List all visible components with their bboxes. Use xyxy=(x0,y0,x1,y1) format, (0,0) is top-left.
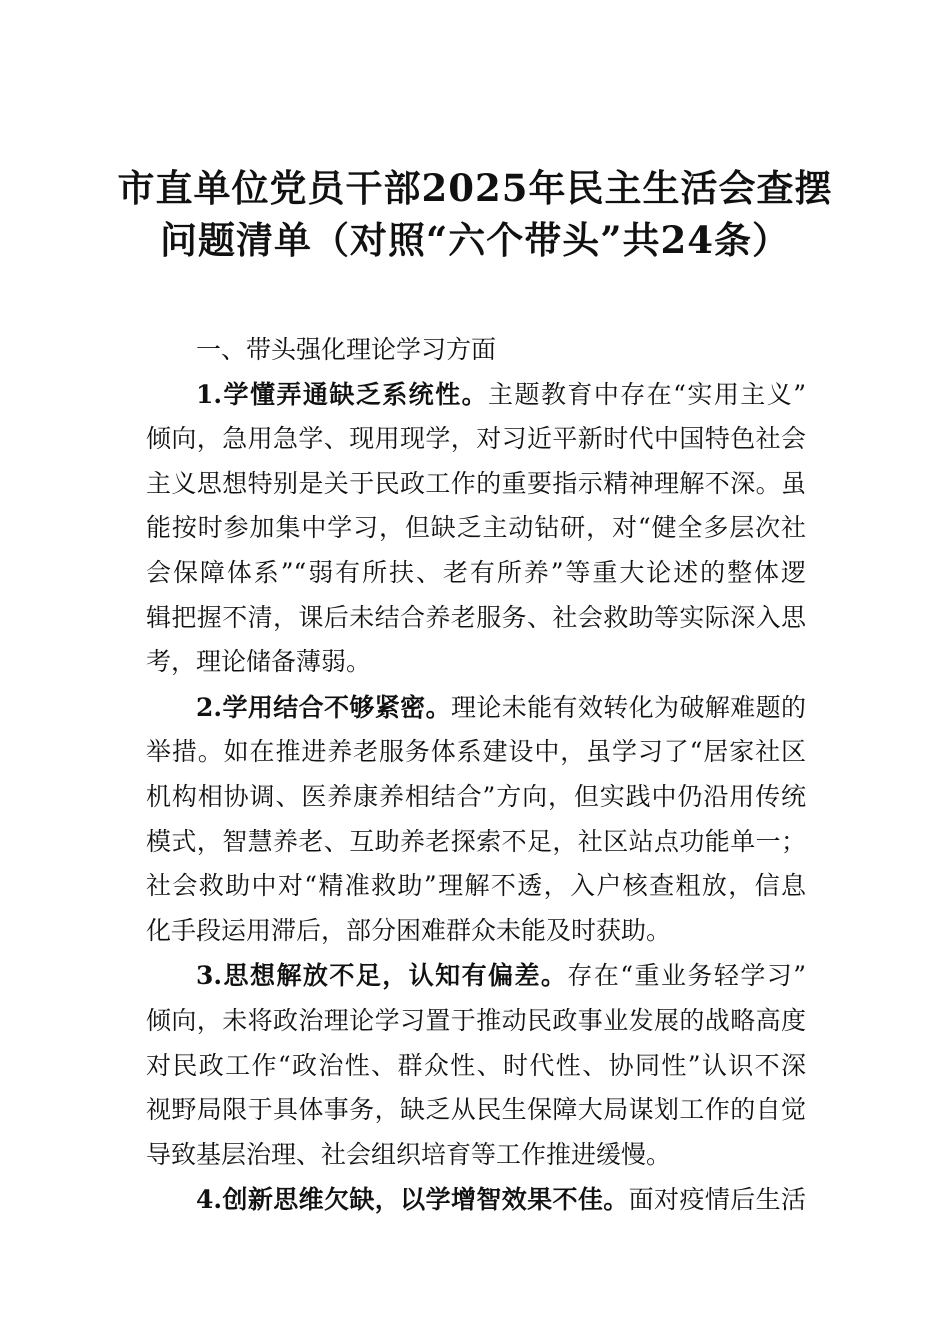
problem-item-line xyxy=(146,417,806,462)
problem-item-text: 对民政工作“政治性、群众性、时代性、协同性”认识不深 xyxy=(146,1050,806,1080)
problem-item-line xyxy=(146,999,806,1044)
problem-item xyxy=(146,686,806,954)
problem-item-line xyxy=(146,909,806,954)
problem-item-line xyxy=(146,820,806,865)
document-body xyxy=(146,328,806,1224)
problem-item-line xyxy=(146,1088,806,1133)
problem-item-text: 能按时参加集中学习，但缺乏主动钻研，对“健全多层次社 xyxy=(146,513,806,543)
problem-item-line xyxy=(146,551,806,596)
problem-item-text: 面对疫情后生活 xyxy=(628,1185,806,1215)
problem-item-text: 倾向，未将政治理论学习置于推动民政事业发展的战略高度 xyxy=(146,1005,806,1035)
problem-item xyxy=(146,954,806,1177)
problem-item-text: 化手段运用滞后，部分困难群众未能及时获助。 xyxy=(146,915,672,945)
problem-item-first-line xyxy=(146,1178,806,1223)
section-heading: 一、带头强化理论学习方面 xyxy=(196,335,497,364)
problem-item-text: 主题教育中存在“实用主义” xyxy=(488,379,806,409)
problem-item-lead: 2.学用结合不够紧密。 xyxy=(196,692,451,722)
problem-item-line xyxy=(146,1044,806,1089)
problem-item-text: 社会救助中对“精准救助”理解不透，入户核查粗放，信息 xyxy=(146,871,806,901)
problem-item-line xyxy=(146,1133,806,1178)
problem-item-lead: 3.思想解放不足，认知有偏差。 xyxy=(196,961,568,991)
problem-item-text: 机构相协调、医养康养相结合”方向，但实践中仍沿用传统 xyxy=(146,781,806,811)
problem-item-line xyxy=(146,640,806,685)
problem-item-text: 模式，智慧养老、互助养老探索不足，社区站点功能单一； xyxy=(146,826,806,856)
problem-item-text: 理论未能有效转化为破解难题的 xyxy=(450,692,806,722)
problem-item-line xyxy=(146,730,806,775)
problem-item-lead: 1.学懂弄通缺乏系统性。 xyxy=(196,379,489,409)
problem-item-first-line xyxy=(146,954,806,999)
problem-item xyxy=(146,373,806,685)
problem-item-text: 视野局限于具体事务，缺乏从民生保障大局谋划工作的自觉 xyxy=(146,1095,806,1125)
problem-item-first-line xyxy=(146,373,806,418)
problem-item-text: 主义思想特别是关于民政工作的重要指示精神理解不深。虽 xyxy=(146,468,806,498)
problem-item-text: 举措。如在推进养老服务体系建设中，虽学习了“居家社区 xyxy=(146,737,806,767)
problem-item-line xyxy=(146,506,806,551)
problem-item-text: 会保障体系”“弱有所扶、老有所养”等重大论述的整体逻 xyxy=(146,557,806,587)
problem-item xyxy=(146,1178,806,1223)
problem-item-line xyxy=(146,596,806,641)
document-title-line-1: 市直单位党员干部2025年民主生活会查摆 xyxy=(117,166,833,210)
problem-item-line xyxy=(146,462,806,507)
problem-item-lead: 4.创新思维欠缺，以学增智效果不佳。 xyxy=(196,1185,629,1215)
problem-item-text: 导致基层治理、社会组织培育等工作推进缓慢。 xyxy=(146,1139,672,1169)
problem-item-first-line xyxy=(146,686,806,731)
document-title-line-2: 问题清单（对照“六个带头”共24条） xyxy=(159,218,791,262)
problem-list xyxy=(146,373,806,1223)
problem-item-line xyxy=(146,864,806,909)
problem-item-text: 考，理论储备薄弱。 xyxy=(146,647,372,677)
problem-item-line xyxy=(146,775,806,820)
problem-item-text: 存在“重业务轻学习” xyxy=(567,961,806,991)
problem-item-text: 倾向，急用急学、现用现学，对习近平新时代中国特色社会 xyxy=(146,424,806,454)
problem-item-text: 辑把握不清，课后未结合养老服务、社会救助等实际深入思 xyxy=(146,602,806,632)
